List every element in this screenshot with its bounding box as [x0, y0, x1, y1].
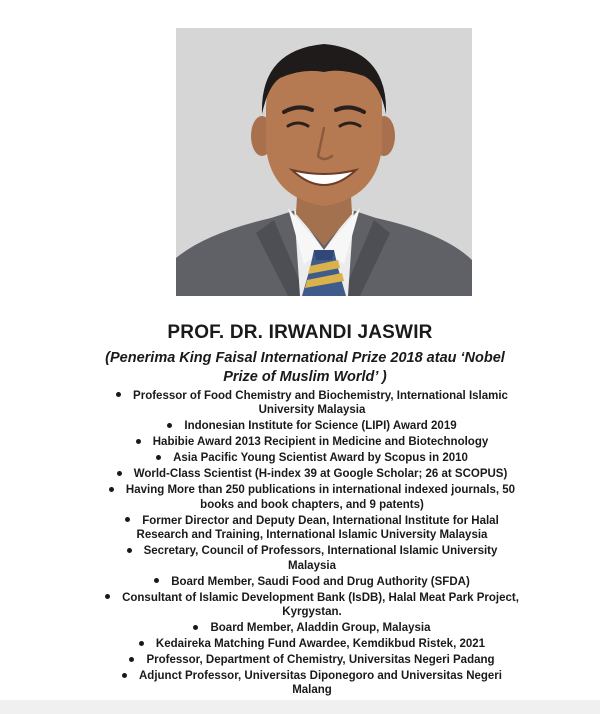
- list-item: Board Member, Aladdin Group, Malaysia: [90, 621, 520, 635]
- list-item: World-Class Scientist (H-index 39 at Google Scholar; 26 at SCOPUS): [90, 467, 520, 481]
- list-item: Having More than 250 publications in international indexed journals, 50 books and book chapters, and 9 patents): [90, 483, 520, 512]
- bullet-icon: [167, 423, 172, 428]
- list-item: Board Member, Saudi Food and Drug Authority (SFDA): [90, 575, 520, 589]
- bullet-icon: [122, 673, 127, 678]
- list-item: Professor of Food Chemistry and Biochemistry, International Islamic University Malaysia: [90, 389, 520, 418]
- bullet-icon: [116, 392, 121, 397]
- bullet-icon: [139, 641, 144, 646]
- list-item: Habibie Award 2013 Recipient in Medicine and Biotechnology: [90, 435, 520, 449]
- profile-photo: [176, 28, 472, 296]
- profile-name: PROF. DR. IRWANDI JASWIR: [167, 322, 433, 343]
- bullet-icon: [109, 487, 114, 492]
- profile-subtitle: (Penerima King Faisal International Prize 2018 atau ‘Nobel Prize of Muslim World’ ): [105, 350, 505, 385]
- list-item: Indonesian Institute for Science (LIPI) Award 2019: [90, 419, 520, 433]
- bullet-icon: [105, 594, 110, 599]
- list-item: Adjunct Professor, Universitas Diponegoro and Universitas Negeri Malang: [90, 669, 520, 698]
- list-item: Secretary, Council of Professors, International Islamic University Malaysia: [90, 544, 520, 573]
- bullet-icon: [127, 548, 132, 553]
- bullet-icon: [156, 455, 161, 460]
- portrait-illustration: [176, 28, 472, 296]
- bottom-edge: [0, 700, 600, 714]
- bullet-icon: [117, 471, 122, 476]
- bullet-icon: [136, 439, 141, 444]
- achievements-list: [90, 389, 520, 699]
- list-item: Kedaireka Matching Fund Awardee, Kemdikbud Ristek, 2021: [90, 637, 520, 651]
- list-item: Consultant of Islamic Development Bank (IsDB), Halal Meat Park Project, Kyrgystan.: [90, 591, 520, 620]
- bullet-icon: [154, 578, 159, 583]
- bullet-icon: [129, 657, 134, 662]
- list-item: Former Director and Deputy Dean, International Institute for Halal Research and Training, International Islamic University Malaysia: [90, 514, 520, 543]
- list-item: Professor, Department of Chemistry, Universitas Negeri Padang: [90, 653, 520, 667]
- list-item: Asia Pacific Young Scientist Award by Scopus in 2010: [90, 451, 520, 465]
- bullet-icon: [193, 625, 198, 630]
- bullet-icon: [125, 517, 130, 522]
